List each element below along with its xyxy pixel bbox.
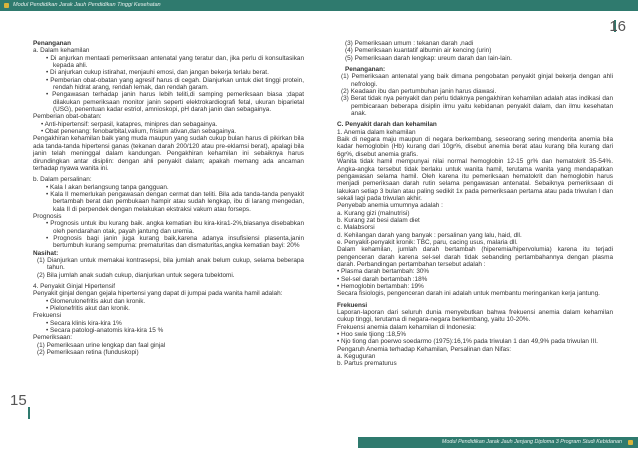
text-line: e. Penyakit-penyakit kronik: TBC, paru, cacing usus, malaria dll. [337, 238, 518, 246]
text-line: a. Kurang gizi (malnutrisi) [337, 209, 410, 217]
header-bar [0, 0, 638, 11]
text-line: (1) Dianjurkan untuk memakai kontrasepsi, bila jumlah anak belum cukup, selama beberapa tahun. [37, 256, 304, 272]
text-line: Penyakit ginjal dengan gejala hipertensi yang dapat di jumpai pada wanita hamil adalah: [33, 290, 283, 298]
text-line: (5) Pemeriksaan darah lengkap: ureum darah dan lain-lain. [345, 54, 512, 62]
bullet-square-icon [4, 3, 9, 8]
text-line: c. Malabsorsi [337, 224, 375, 232]
text-line: • Plasma darah bertambah: 30% [337, 268, 430, 276]
text-line: a. Dalam kehamilan [33, 47, 90, 55]
text-line: Secara fisiologis, pengenceran darah ini adalah untuk membantu meringankan kerja jantung. [337, 290, 600, 298]
right-text-column [337, 40, 613, 368]
text-line: • Anti-hipertensif: serpasil, katapres, minipres dan sebagainya. [41, 120, 218, 128]
text-line: • Secara klinis kira-kira 1% [46, 319, 122, 327]
text-line: b. Kurang zat besi dalam diet [337, 216, 420, 224]
text-line: • Sel-sel darah bertambah :18% [337, 275, 428, 283]
text-line: • Njo tiong dan poerwo soedarmo (1975):16,1% pada triwulan 1 dan 49,9% pada triwulan III. [337, 338, 598, 346]
text-line: Dalam kehamilan, jumlah darah bertambah (hiperemia/hipervolumia) karena itu terjadi pengenceran darah karena sel-sel darah tidak sebanding pertambahannya dengan plasma darah. Perbandingan pertambahan tersebut adalah : [337, 246, 613, 268]
text-line: (3) Pemeriksaan umum : tekanan darah ,nadi [345, 40, 474, 47]
text-line: (4) Pemeriksaan kuantatif albumin air kencing (urin) [345, 47, 492, 55]
text-line: Prognosis [33, 212, 62, 220]
bullet-square-icon [628, 440, 633, 445]
text-line: Baik di negara maju maupun di negara berkembang, seseorang sering menderita anemia bila kadar hemoglobin (Hb) kurang dari 10gr%, disebut anemia berat atau kurang bila kurang dari 6gr%, disebut anemia grafis. [337, 136, 613, 158]
text-line: (1) Pemeriksaan antenatal yang baik dimana pengobatan penyakit ginjal bekerja dengan ahli nefrologi. [341, 73, 613, 88]
text-line: • Prognosis untuk ibu kurang baik. angka kematian ibu kira-kira1-2%,biasanya disebabkan oleh pendarahan otak, payah jantung dan uremia. [46, 220, 304, 235]
text-line: b. Dalam persalinan: [33, 176, 92, 184]
text-line: a. Keguguran [337, 353, 376, 361]
text-line: Pengaruh Anemia terhadap Kehamilan, Persalinan dan Nifas: [337, 345, 512, 353]
text-line: Frekuensi [337, 301, 368, 309]
text-line: C. Penyakit darah dan kehamilan [337, 121, 437, 129]
text-line: 1. Anemia dalam kehamilan [337, 128, 416, 136]
text-line: Pemberian obat-obatan: [33, 113, 102, 121]
text-line: • Pemberian obat-obatan yang agresif harus di cegah. Dianjurkan untuk diet tinggi protein, rendah hidrat arang, rendah lemak, dan rendah garam. [46, 76, 304, 92]
text-line: Penanganan [33, 40, 71, 47]
text-line: Wanita tidak hamil mempunyai nilai normal hemoglobin 12-15 gr% dan hematokrit 35-54%. Angka-angka tersebut tidak berlaku untuk wanita hamil, terutama wanita yang mendapatkan pengawasan selama hamil. Oleh karena itu pemeriksaan hematokrit dan hemoglobin harus menjadi pemeriksaan darah rutin selama pengawasan antenatal. Sebaiknya pemeriksaan di lakukan setiap 3 bulan atau paling sedikit 1x pada pemeriksaan pertama atau pada triwulan I dan sekali lagi pada triwulan akhir. [337, 158, 613, 202]
footer-running-title: Modul Pendidikan Jarak Jauh Jenjang Diploma 3 Program Studi Kebidanan [441, 439, 622, 445]
text-line: Penanganan: [345, 66, 386, 74]
text-line: • Kala I akan berlangsung tanpa gangguan. [46, 183, 169, 191]
text-line: (3) Berat tidak nya penyakit dan perlu tidaknya pengakhiran kehamilan adalah atas indikasi dan pembicaraan beberapa disiplin ilmu yaitu kebidanan penyakit dalam, dan ilmu kesehatan anak. [341, 95, 613, 118]
text-line: • Secara patologi-anatomis kira-kira 15 % [46, 327, 164, 335]
text-line: (2) Pemeriksaan retina (funduskopi) [37, 349, 139, 357]
text-line: b. Partus prematurus [337, 360, 397, 368]
text-line: • Pielonefritis akut dan kronik. [46, 305, 130, 313]
text-line: • Di anjurkan mentaati pemeriksaan antenatal yang teratur dan, jika perlu di konsultasikan kepada ahli. [46, 54, 304, 70]
text-line: Pengakhiran kehamilan baik yang muda maupun yang sudah cukup bulan harus di pikirkan bila ada tanda-tanda hipertensi ganas (tekanan darah 200/120 atau pre-eklamsi berat), apalagi bila janin telah meninggal dalam kandungan. Pengakhiran kehamilan ini sebaiknya harus dirundingkan antar disiplin: dengan ahli penyakit dalam; apakah memang ada ancaman terhadap nyawa wanita ini. [33, 135, 304, 172]
text-line: Pemeriksaan: [33, 334, 73, 342]
text-line: Frekuensi anemia dalam kehamilan di Indonesia: [337, 323, 476, 331]
text-line: • Hemoglobin bertambah: 19% [337, 283, 424, 290]
footer-divider [28, 407, 30, 419]
text-line: • Di anjurkan cukup istirahat, menjauhi emosi, dan jangan bekerja terlalu berat. [46, 69, 269, 77]
text-line: Penyebab anemia umumnya adalah : [337, 202, 443, 210]
text-line: • Obat penenang: fenobarbital,valium, frisium ativan,dan sebagainya. [41, 128, 237, 136]
text-line: Nasihat: [33, 249, 59, 257]
text-line: • Glomerulonefritis akut dan kronik. [46, 297, 146, 305]
left-text-column [33, 40, 304, 356]
footer-bar [358, 437, 638, 448]
text-line: • Pengawasan terhadap janin harus lebih teliti,di samping pemeriksaan biasa ;dapat dilakukan pemeriksaan monitor janin seperti elektrokardiografi fetal, ukuran biparietal (USG), penentuan kadar estriol, amnioskopi, pH darah janin dan sebagainya. [46, 91, 304, 114]
text-line: 4. Penyakit Ginjal Hipertensif [33, 283, 116, 290]
text-line: Laporan-laporan dari seluruh dunia menyebutkan bahwa frekuensi anemia dalam kehamilan cukup tinggi, terutama di negara-negara berkembang, yaitu 10-20%. [337, 309, 613, 324]
text-line: • Prognosis bagi janin juga kurang baik,karena adanya insufisiensi plasenta,janin bertumbuh kurang sempurna: prematuritas dan dismaturitas,angka kematian bayi: 20% [46, 234, 304, 250]
text-line: (1) Pemeriksaan urine lengkap dan faal ginjal [37, 341, 166, 349]
text-line: (2) Keadaan ibu dan pertumbuhan janin harus diawasi. [341, 88, 497, 96]
text-line: • Kala II memerlukan pengawasan dengan cermat dan teliti. Bila ada tanda-tanda penyakit bertambah berat dan pembukaan hampir atau sudah lengkap, ibu di larang mengedan, kala II di perpendek dengan melakukan ekstraksi vakum atau forseps. [46, 190, 304, 213]
text-line: d. Kehilangan darah yang banyak : persalinan yang lalu, haid, dll. [337, 231, 522, 239]
text-line: (2) Bila jumlah anak sudah cukup, dianjurkan untuk segera tubektomi. [37, 271, 235, 279]
page-number-right: 16 [609, 18, 626, 35]
page-number-left: 15 [10, 392, 27, 409]
header-running-title: Modul Pendidikan Jarak Jauh Pendidikan Tinggi Kesehatan [13, 2, 161, 8]
text-line: Frekuensi [33, 312, 62, 320]
text-line: • Hoo swie tjiong :18,5% [337, 331, 407, 339]
